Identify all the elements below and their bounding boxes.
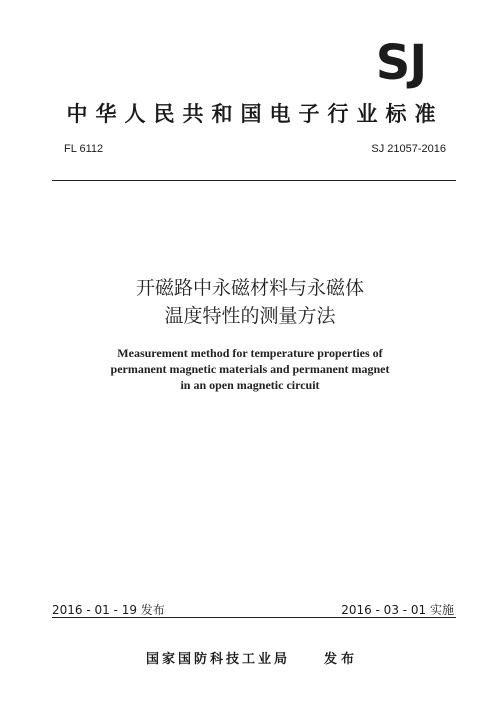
issue-label: 发布 xyxy=(324,652,359,667)
title-cn-line1: 开磁路中永磁材料与永磁体 xyxy=(135,277,364,299)
standard-number: SJ 21057-2016 xyxy=(371,143,446,155)
standard-organization-title: 中华人民共和国电子行业标准 xyxy=(66,102,444,126)
sj-logo: SJ xyxy=(375,35,427,91)
title-en-line1: Measurement method for temperature properties of xyxy=(117,346,383,360)
title-en-line2: permanent magnetic materials and permanent magnet xyxy=(110,362,390,376)
top-divider xyxy=(52,180,456,181)
classification-code: FL 6112 xyxy=(64,143,104,155)
title-cn-line2: 温度特性的测量方法 xyxy=(164,305,336,327)
publish-date: 2016 - 01 - 19 发布 xyxy=(52,603,165,617)
implement-date: 2016 - 03 - 01 实施 xyxy=(341,603,454,617)
title-en-line3: in an open magnetic circuit xyxy=(180,378,320,392)
issuing-authority: 国家国防科技工业局 xyxy=(146,652,291,667)
bottom-divider xyxy=(52,617,456,618)
